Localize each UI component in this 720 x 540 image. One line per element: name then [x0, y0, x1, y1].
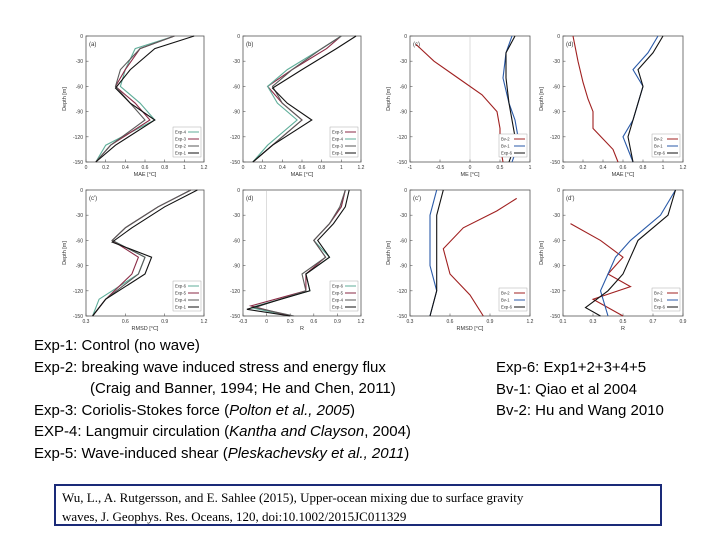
y-tick-label: -60	[75, 238, 83, 245]
x-tick-label: 0.4	[278, 165, 286, 171]
y-tick-label: 0	[80, 188, 83, 194]
x-axis-label: R	[621, 326, 625, 332]
x-axis-label: ME [°C]	[460, 172, 480, 178]
legend-entry: Exp-6	[501, 150, 512, 156]
legend-entry: Bv-2	[654, 136, 663, 142]
panel-label: (d')	[566, 196, 575, 202]
legend-entry: Bv-1	[654, 143, 663, 149]
legend-entry: Bv-2	[501, 290, 510, 296]
legend-entry: Exp-5	[332, 290, 343, 296]
x-tick-label: 0.6	[619, 165, 627, 171]
legend-exp1: Exp-1: Control (no wave)	[34, 337, 200, 354]
x-tick-label: 0.9	[679, 319, 687, 325]
y-tick-label: -30	[552, 213, 560, 220]
x-tick-label: 0.9	[333, 319, 341, 325]
legend-entry: Exp-6	[501, 304, 512, 310]
x-tick-label: 0.2	[579, 165, 587, 171]
y-axis-label: Depth [m]	[539, 241, 545, 265]
y-axis-label: Depth [m]	[539, 87, 545, 111]
series-line	[573, 36, 618, 162]
panel-label: (d)	[566, 42, 574, 48]
legend-exp5: Exp-5: Wave-induced shear (Pleskachevsky et al., 2011)	[34, 444, 410, 462]
x-axis-label: MAE [°C]	[290, 172, 314, 178]
series-line	[253, 36, 341, 162]
y-tick-label: -90	[552, 109, 560, 116]
legend-entry: Exp-1	[175, 304, 186, 310]
x-tick-label: 0.8	[639, 165, 647, 171]
y-tick-label: -90	[75, 263, 83, 270]
legend-entry: Exp-6	[332, 283, 343, 289]
y-tick-label: -90	[399, 263, 407, 270]
x-tick-label: 0.9	[161, 319, 169, 325]
y-tick-label: -150	[396, 160, 407, 166]
y-tick-label: -60	[232, 238, 240, 245]
y-tick-label: -120	[72, 288, 83, 295]
series-line	[430, 190, 437, 316]
legend-entry: Exp-4	[175, 297, 186, 303]
y-tick-label: 0	[237, 34, 240, 40]
x-tick-label: 0	[84, 165, 88, 171]
legend-entry: Exp-6	[654, 150, 665, 156]
y-tick-label: -120	[396, 288, 407, 295]
legend-bv1: Bv-1: Qiao et al 2004	[496, 380, 637, 398]
x-tick-label: 0.2	[259, 165, 267, 171]
y-tick-label: -60	[399, 84, 407, 91]
y-tick-label: -150	[229, 160, 240, 166]
x-tick-label: -0.3	[238, 319, 248, 325]
y-tick-label: 0	[404, 188, 407, 194]
x-tick-label: 0.3	[406, 319, 414, 325]
x-tick-label: 0.3	[82, 319, 90, 325]
reference-line-1: Wu, L., A. Rutgersson, and E. Sahlee (2015), Upper-ocean mixing due to surface gravity	[62, 490, 524, 505]
x-tick-label: 1	[528, 165, 532, 171]
y-tick-label: -120	[549, 288, 560, 295]
panel-label: (c')	[89, 196, 98, 202]
y-tick-label: -150	[72, 314, 83, 320]
panel-label: (c')	[413, 196, 422, 202]
x-tick-label: 0.6	[141, 165, 149, 171]
x-tick-label: 0.1	[559, 319, 567, 325]
x-tick-label: 1.2	[357, 319, 365, 325]
x-tick-label: 0.8	[161, 165, 169, 171]
y-tick-label: -90	[232, 109, 240, 116]
series-line	[253, 36, 341, 162]
x-tick-label: 0.3	[589, 319, 597, 325]
y-axis-label: Depth [m]	[62, 87, 68, 111]
legend-entry: Bv-1	[654, 297, 663, 303]
y-tick-label: -30	[232, 213, 240, 220]
legend-entry: Exp-3	[332, 143, 343, 149]
x-tick-label: 0.6	[121, 319, 129, 325]
legend-entry: Bv-1	[501, 297, 510, 303]
x-tick-label: 1.2	[200, 165, 208, 171]
y-tick-label: -30	[232, 59, 240, 66]
x-tick-label: 0.6	[310, 319, 318, 325]
legend-entry: Exp-3	[175, 136, 186, 142]
y-tick-label: -120	[229, 134, 240, 141]
legend-entry: Exp-2	[175, 143, 186, 149]
x-tick-label: 1.2	[357, 165, 365, 171]
x-tick-label: -0.5	[435, 165, 445, 171]
y-tick-label: -60	[232, 84, 240, 91]
y-tick-label: 0	[237, 188, 240, 194]
x-axis-label: RMSD [°C]	[131, 326, 159, 332]
y-tick-label: -150	[549, 314, 560, 320]
x-tick-label: 0.7	[649, 319, 657, 325]
legend-bv2: Bv-2: Hu and Wang 2010	[496, 402, 664, 419]
x-tick-label: 0.6	[298, 165, 306, 171]
x-tick-label: 0	[241, 165, 245, 171]
legend-entry: Exp-4	[332, 136, 343, 142]
legend-entry: Exp-5	[332, 129, 343, 135]
x-tick-label: 0.5	[496, 165, 504, 171]
x-tick-label: 1	[182, 165, 186, 171]
x-tick-label: 0.4	[121, 165, 129, 171]
x-axis-label: MAE [°C]	[611, 172, 635, 178]
x-tick-label: 0.3	[286, 319, 294, 325]
experiment-legend-left	[34, 335, 504, 464]
legend-entry: Exp-1	[175, 150, 186, 156]
y-tick-label: -30	[399, 59, 407, 66]
x-tick-label: 0	[265, 319, 268, 325]
x-axis-label: R	[300, 326, 304, 332]
x-tick-label: 0.9	[486, 319, 494, 325]
legend-entry: Exp-5	[175, 290, 186, 296]
panel-label: (a)	[89, 42, 97, 48]
x-tick-label: 1.2	[200, 319, 208, 325]
legend-entry: Bv-1	[501, 143, 510, 149]
y-tick-label: -60	[75, 84, 83, 91]
y-axis-label: Depth [m]	[386, 241, 392, 265]
y-tick-label: -30	[75, 213, 83, 220]
y-tick-label: -150	[549, 160, 560, 166]
legend-entry: Exp-1	[332, 150, 343, 156]
x-axis-label: RMSD [°C]	[456, 326, 484, 332]
x-tick-label: 0.8	[318, 165, 326, 171]
x-tick-label: 0.5	[619, 319, 627, 325]
x-axis-label: MAE [°C]	[133, 172, 157, 178]
y-tick-label: 0	[404, 34, 407, 40]
legend-entry: Exp-6	[654, 304, 665, 310]
series-line	[571, 224, 631, 316]
legend-exp2: Exp-2: breaking wave induced stress and energy flux	[34, 358, 386, 376]
legend-entry: Bv-2	[654, 290, 663, 296]
y-tick-label: -120	[549, 134, 560, 141]
y-tick-label: -120	[72, 134, 83, 141]
reference-line-2: waves, J. Geophys. Res. Oceans, 120, doi:10.1002/2015JC011329	[62, 509, 407, 524]
legend-entry: Bv-2	[501, 136, 510, 142]
panel-label: (b)	[246, 42, 254, 48]
legend-exp6: Exp-6: Exp1+2+3+4+5	[496, 359, 647, 376]
reference-box	[54, 484, 662, 526]
legend-entry: Exp-6	[175, 283, 186, 289]
y-axis-label: Depth [m]	[386, 87, 392, 111]
series-line	[416, 44, 503, 162]
y-tick-label: -60	[552, 84, 560, 91]
y-tick-label: -30	[552, 59, 560, 66]
y-tick-label: 0	[557, 34, 560, 40]
legend-entry: Exp-4	[332, 297, 343, 303]
y-tick-label: -120	[396, 134, 407, 141]
y-tick-label: -120	[229, 288, 240, 295]
y-tick-label: -60	[399, 238, 407, 245]
y-tick-label: -90	[399, 109, 407, 116]
x-tick-label: 1	[339, 165, 343, 171]
legend-exp3: Exp-3: Coriolis-Stokes force (Polton et al., 2005)	[34, 401, 355, 419]
y-tick-label: -150	[396, 314, 407, 320]
y-tick-label: -150	[72, 160, 83, 166]
legend-exp2-citation: (Craig and Banner, 1994; He and Chen, 2011)	[90, 380, 396, 397]
y-tick-label: -60	[552, 238, 560, 245]
x-tick-label: 0.6	[446, 319, 454, 325]
legend-entry: Exp-4	[175, 129, 186, 135]
y-tick-label: -30	[399, 213, 407, 220]
legend-exp4: EXP-4: Langmuir circulation (Kantha and Clayson, 2004)	[34, 423, 411, 440]
y-tick-label: -90	[75, 109, 83, 116]
x-tick-label: 1.2	[526, 319, 534, 325]
legend-entry: Exp-1	[332, 304, 343, 310]
y-tick-label: -150	[229, 314, 240, 320]
x-tick-label: -1	[407, 165, 413, 171]
y-tick-label: -30	[75, 59, 83, 66]
y-axis-label: Depth [m]	[62, 241, 68, 265]
x-tick-label: 0	[561, 165, 565, 171]
y-tick-label: 0	[80, 34, 83, 40]
x-tick-label: 0.4	[599, 165, 607, 171]
x-tick-label: 0.2	[102, 165, 110, 171]
x-tick-label: 0	[468, 165, 472, 171]
panel-label: (d)	[246, 196, 254, 202]
y-tick-label: -90	[552, 263, 560, 270]
series-line	[253, 36, 341, 162]
y-tick-label: -90	[232, 263, 240, 270]
x-tick-label: 1	[661, 165, 665, 171]
y-tick-label: 0	[557, 188, 560, 194]
x-tick-label: 1.2	[679, 165, 687, 171]
panel-label: (c)	[413, 42, 420, 48]
experiment-legend-right	[496, 357, 716, 422]
